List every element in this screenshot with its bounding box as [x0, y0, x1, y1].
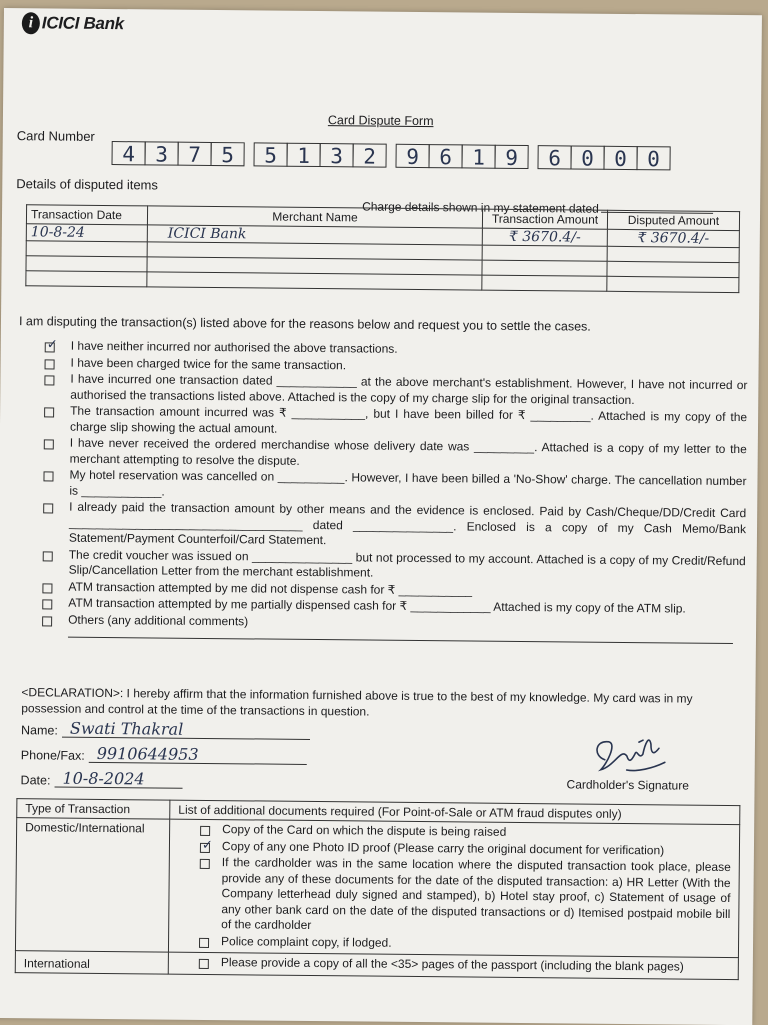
card-digit[interactable]: 5 — [253, 142, 287, 166]
date-field — [21, 770, 183, 789]
card-digit-group — [112, 141, 244, 166]
col-documents-required: List of additional documents required (For Point-of-Sale or ATM fraud disputes only) — [170, 800, 740, 824]
card-digit[interactable]: 6 — [537, 145, 571, 169]
doc-text: Please provide a copy of all the <35> pages of the passport (including the blank pages) — [220, 955, 684, 974]
reason-checkbox[interactable] — [45, 342, 55, 352]
reason-checkbox[interactable] — [42, 583, 52, 593]
card-digit[interactable]: 9 — [395, 144, 429, 168]
bank-logo — [22, 12, 124, 35]
col-type-of-transaction: Type of Transaction — [17, 799, 170, 819]
doc-checkbox[interactable] — [200, 826, 210, 836]
international-label: International — [15, 951, 168, 974]
table-cell[interactable] — [607, 261, 739, 277]
name-value[interactable]: Swati Thakral — [62, 721, 310, 740]
reason-text: ATM transaction attempted by me partially dispensed cash for ₹ ____________ Attached is my copy of the ATM slip. — [68, 595, 686, 616]
card-digit[interactable]: 0 — [636, 146, 670, 170]
card-digit[interactable]: 1 — [461, 144, 495, 168]
table-cell[interactable]: ICICI Bank — [147, 225, 482, 245]
name-field — [21, 720, 310, 740]
reason-checkbox[interactable] — [44, 439, 54, 449]
table-cell[interactable] — [26, 271, 147, 287]
reason-checkbox[interactable] — [43, 471, 53, 481]
form-title: Card Dispute Form — [327, 113, 434, 129]
table-cell[interactable] — [482, 275, 607, 291]
reason-checkbox[interactable] — [42, 599, 52, 609]
reason-text: The credit voucher was issued on _______________ but not processed to my account. Attached is a copy of my Credit/Refund Slip/Cancellation Letter from the merchant establishment. — [68, 547, 746, 580]
reason-text: I have neither incurred nor authorised the above transactions. — [70, 338, 398, 356]
international-docs-cell — [168, 952, 738, 979]
domestic-label: Domestic/International — [15, 818, 169, 952]
col-transaction-amount: Transaction Amount — [482, 209, 607, 229]
card-number-boxes[interactable] — [112, 141, 680, 170]
table-cell[interactable]: ₹ 3670.4/- — [607, 229, 739, 247]
col-transaction-date: Transaction Date — [26, 205, 147, 225]
card-digit[interactable]: 4 — [111, 141, 145, 165]
col-disputed-amount: Disputed Amount — [607, 210, 739, 230]
doc-text: If the cardholder was in the same location where the disputed transaction took place, please provide any of these documents for the date of the disputed transaction: a) HR Letter (With the Company letterhead duly signed and stamped), b) Hotel stay proof, c) Statement of usage of any other bank card on the date of the disputed transactions or d) Itemised postpaid mobile bill of the cardholder — [221, 855, 731, 932]
reason-text: I have been charged twice for the same transaction. — [70, 355, 347, 372]
table-cell[interactable] — [26, 241, 147, 257]
reason-text: The transaction amount incurred was ₹ ___________, but I have been billed for ₹ _________. Attached is my copy of the charge slip showing the actual amount. — [69, 403, 748, 436]
reason-text: Others (any additional comments) — [68, 612, 249, 628]
reason-checkbox[interactable] — [43, 551, 53, 561]
reason-text: My hotel reservation was cancelled on __________. However, I have been billed a 'No-Show' charge. The cancellation number is ____________. — [69, 467, 747, 499]
date-value[interactable]: 10-8-2024 — [54, 771, 182, 789]
reason-checkbox[interactable] — [43, 503, 53, 513]
card-digit[interactable]: 0 — [603, 146, 637, 170]
table-cell[interactable]: ₹ 3670.4/- — [482, 228, 607, 246]
card-digit[interactable]: 3 — [144, 141, 178, 165]
icici-logo-icon: i — [22, 12, 40, 34]
card-digit[interactable]: 3 — [319, 143, 353, 167]
card-digit-group — [396, 144, 528, 169]
domestic-docs-cell — [168, 819, 739, 957]
docs-row-domestic — [15, 818, 739, 958]
reason-checkbox[interactable] — [44, 375, 54, 385]
table-cell[interactable] — [482, 245, 607, 261]
doc-checkbox[interactable] — [200, 859, 210, 869]
doc-text: Copy of the Card on which the dispute is being raised — [222, 822, 507, 839]
card-digit[interactable]: 9 — [494, 145, 528, 169]
international-doc-list — [197, 955, 730, 976]
card-digit[interactable]: 5 — [210, 142, 244, 166]
reason-checkbox[interactable] — [44, 407, 54, 417]
card-digit-group — [254, 142, 386, 167]
declaration-text: <DECLARATION>: I hereby affirm that the information furnished above is true to the best of my knowledge. My card was in my possession and control at the time of the transactions in question. — [21, 685, 693, 719]
reason-text: I have never received the ordered merchandise whose delivery date was _________. Attached is a copy of my letter to the merchant attempting to resolve the dispute. — [69, 435, 747, 468]
disputed-items-table — [25, 204, 740, 293]
table-cell[interactable] — [147, 272, 482, 290]
phone-label: Phone/Fax: — [20, 748, 85, 763]
phone-field — [21, 745, 307, 765]
name-label: Name: — [21, 723, 58, 738]
reason-item — [41, 499, 746, 552]
reason-text: ATM transaction attempted by me did not dispense cash for ₹ ___________ — [68, 579, 473, 598]
table-cell[interactable] — [482, 260, 607, 276]
doc-checkbox[interactable] — [199, 959, 209, 969]
table-cell[interactable] — [26, 256, 147, 272]
signature-image — [587, 726, 677, 779]
card-digit[interactable]: 0 — [570, 145, 604, 169]
card-digit[interactable]: 6 — [428, 144, 462, 168]
dispute-form-sheet — [0, 8, 762, 1025]
phone-value[interactable]: 9910644953 — [89, 746, 307, 765]
charge-details-label: Charge details shown in my statement dated — [362, 199, 599, 216]
card-digit[interactable]: 1 — [286, 143, 320, 167]
doc-item — [197, 855, 731, 938]
details-label: Details of disputed items — [16, 176, 159, 193]
col-merchant-name: Merchant Name — [147, 206, 482, 228]
doc-text: Copy of any one Photo ID proof (Please carry the original document for verification) — [221, 838, 665, 857]
card-number-label: Card Number — [16, 128, 95, 144]
reason-text: I have incurred one transaction dated ____________ at the above merchant's establishment. However, I have not incurred or authorised the transactions listed above. Attached is the copy of my charge slip for the original transaction. — [70, 371, 748, 407]
signature-caption: Cardholder's Signature — [566, 777, 690, 793]
doc-item — [197, 955, 730, 976]
date-label: Date: — [20, 773, 51, 788]
table-cell[interactable] — [607, 246, 739, 262]
reason-checkbox[interactable] — [42, 616, 52, 626]
doc-checkbox[interactable] — [199, 937, 209, 947]
table-cell[interactable]: 10-8-24 — [26, 224, 147, 242]
doc-checkbox[interactable] — [200, 842, 210, 852]
doc-text: Police complaint copy, if lodged. — [220, 933, 392, 950]
domestic-doc-list — [197, 822, 731, 954]
reason-checkbox[interactable] — [45, 359, 55, 369]
table-cell[interactable] — [607, 276, 739, 292]
card-digit[interactable]: 7 — [177, 142, 211, 166]
dispute-intro: I am disputing the transaction(s) listed above for the reasons below and request you to settle the cases. — [18, 314, 591, 334]
card-digit-group — [538, 145, 670, 170]
card-digit[interactable]: 2 — [352, 143, 386, 167]
bank-name: ICICI Bank — [41, 13, 124, 34]
additional-documents-table — [15, 798, 741, 979]
reason-list — [40, 338, 748, 644]
reason-text: I already paid the transaction amount by other means and the evidence is enclosed. Paid by Cash/Cheque/DD/Credit Card ___________________________________ dated _______________. Enclosed is a copy of my Cash Memo/Bank Statement/Payment Counterfoil/Card Statement. — [68, 499, 747, 548]
